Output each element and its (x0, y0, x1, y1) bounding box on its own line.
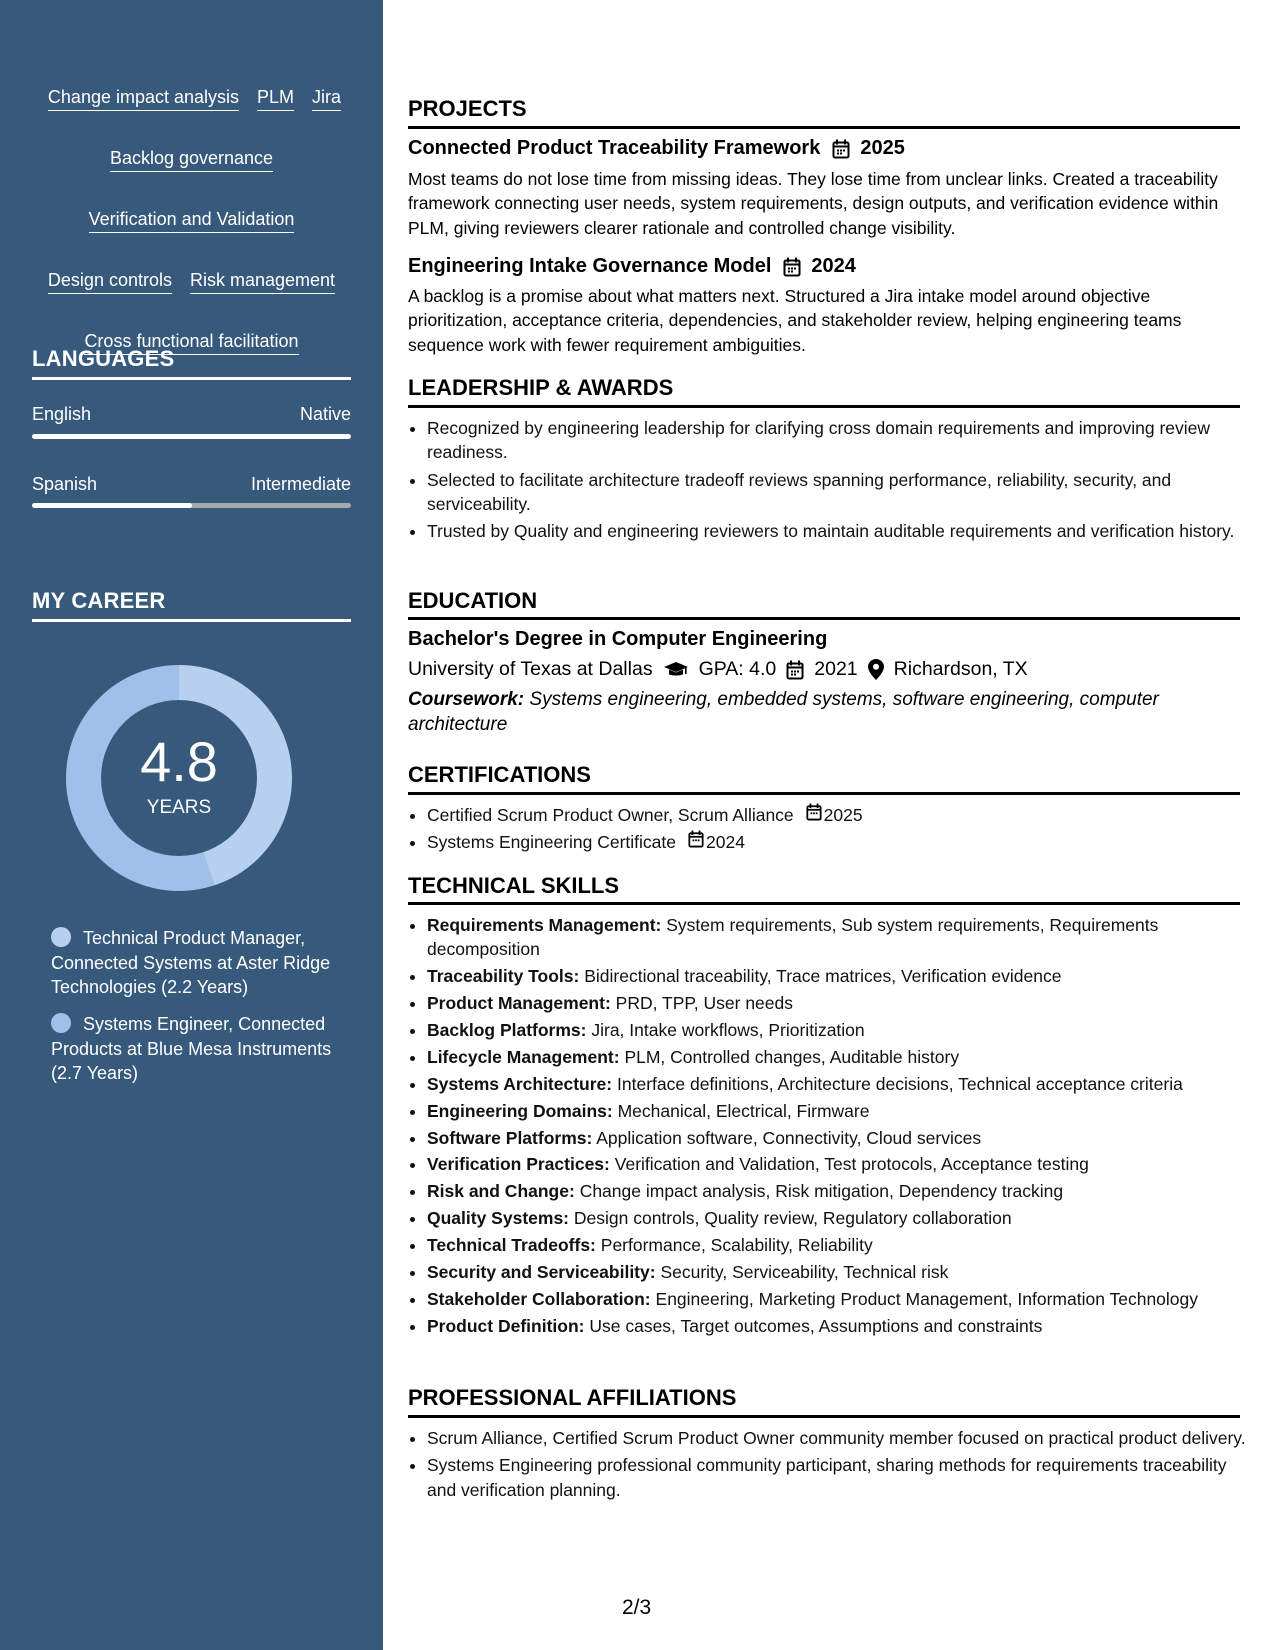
list-item: • Selected to facilitate architecture tradeoff reviews spanning performance, reliability, security, and serviceability. (427, 468, 1259, 517)
section-rule (408, 617, 1240, 620)
skill-label: Requirements Management: (427, 915, 662, 935)
skill-label: Software Platforms: (427, 1127, 593, 1148)
language-name: Spanish (32, 474, 98, 494)
coursework (408, 688, 1240, 737)
affiliations-list (408, 1426, 1259, 1505)
skill-value: PLM, Controlled changes, Auditable history (624, 1046, 960, 1067)
skills-list (408, 913, 1259, 1341)
list-item (427, 991, 1259, 1015)
calendar-icon (806, 803, 824, 827)
section-rule (408, 902, 1240, 905)
skill-value: Mechanical, Electrical, Firmware (617, 1100, 870, 1121)
career-item-text: Technical Product Manager, Connected Systems at Aster Ridge Technologies (2.2 Years) (51, 928, 331, 997)
skills-heading: TECHNICAL SKILLS (408, 873, 620, 898)
project-description: Most teams do not lose time from missing ideas. They lose time from unclear links. Created a traceability framework connecting user needs, system requirements, design outputs, and verification evidence within PLM, giving reviewers clearer rationale and controlled change visibility. (408, 169, 1219, 238)
skill-label: Engineering Domains: (427, 1100, 613, 1121)
location-pin-icon (868, 659, 884, 680)
education-year: 2021 (814, 658, 858, 680)
skill-tag: Design controls (48, 269, 172, 294)
career-item (51, 1012, 341, 1086)
calendar-icon (688, 830, 706, 854)
list-item (427, 830, 1259, 854)
skill-value: Use cases, Target outcomes, Assumptions and constraints (589, 1315, 1043, 1336)
skill-tag: Change impact analysis (48, 86, 239, 111)
skill-value: Interface definitions, Architecture decisions, Technical acceptance criteria (617, 1073, 1183, 1094)
affiliations-heading: PROFESSIONAL AFFILIATIONS (408, 1385, 737, 1410)
list-item (427, 1314, 1259, 1338)
project-name: Engineering Intake Governance Model (408, 255, 772, 277)
project-name: Connected Product Traceability Framework (408, 137, 821, 159)
list-item (427, 1206, 1259, 1230)
skill-value: Bidirectional traceability, Trace matrices, Verification evidence (584, 966, 1062, 987)
education-location: Richardson, TX (893, 658, 1028, 680)
skill-label: Systems Architecture: (427, 1073, 613, 1094)
skill-label: Technical Tradeoffs: (427, 1235, 596, 1256)
language-row (32, 474, 351, 495)
skill-tag: PLM (257, 86, 294, 111)
education-heading: EDUCATION (408, 588, 538, 613)
career-dot-icon (51, 1013, 71, 1033)
leadership-heading: LEADERSHIP & AWARDS (408, 375, 674, 400)
list-item (427, 1099, 1259, 1123)
project-description: A backlog is a promise about what matters next. Structured a Jira intake model around objective prioritization, acceptance criteria, dependencies, and stakeholder review, helping engineering teams sequence work with fewer requirement ambiguities. (408, 286, 1182, 355)
skill-tags (32, 86, 351, 355)
section-rule (408, 405, 1240, 408)
list-item (427, 913, 1259, 962)
certifications-heading: CERTIFICATIONS (408, 762, 591, 787)
section-rule (408, 792, 1240, 795)
skill-tag: Risk management (190, 269, 335, 294)
skill-value: Performance, Scalability, Reliability (600, 1235, 873, 1256)
skill-value: Jira, Intake workflows, Prioritization (591, 1019, 865, 1040)
project-year: 2025 (860, 137, 905, 159)
language-bar (32, 503, 351, 508)
certifications-list (408, 803, 1259, 858)
list-item (427, 1018, 1259, 1042)
career-item-text: Systems Engineer, Connected Products at Blue Mesa Instruments (2.7 Years) (51, 1014, 332, 1083)
languages-heading: LANGUAGES (32, 346, 175, 371)
languages-rule (32, 377, 351, 380)
skill-tag: Jira (312, 86, 341, 111)
calendar-icon (786, 660, 804, 680)
skill-label: Traceability Tools: (427, 966, 580, 987)
list-item: • Systems Engineering professional community participant, sharing methods for requirements traceability and verification planning. (427, 1453, 1259, 1502)
skill-value: Design controls, Quality review, Regulatory collaboration (573, 1208, 1012, 1229)
career-item (51, 926, 341, 1000)
certification-name: Certified Scrum Product Owner, Scrum Alliance (427, 805, 794, 825)
skill-tag: Cross functional facilitation (84, 330, 298, 355)
list-item: • Trusted by Quality and engineering reviewers to maintain auditable requirements and verification history. (427, 519, 1259, 543)
skill-label: Verification Practices: (427, 1154, 610, 1175)
skill-tag: Backlog governance (110, 147, 273, 172)
language-bar-fill (32, 434, 351, 439)
language-bar-fill (32, 503, 192, 508)
career-heading: MY CAREER (32, 588, 166, 613)
skill-label: Stakeholder Collaboration: (427, 1288, 651, 1309)
section-rule (408, 126, 1240, 129)
project-title (408, 255, 856, 278)
coursework-label: Coursework: (408, 689, 525, 710)
list-item (427, 1179, 1259, 1203)
skill-label: Product Management: (427, 993, 611, 1014)
skill-value: Engineering, Marketing Product Management, Information Technology (655, 1288, 1199, 1309)
skill-label: Product Definition: (427, 1315, 585, 1336)
section-rule (408, 1415, 1240, 1418)
skill-value: System requirements, Sub system requirements, Requirements decomposition (427, 915, 1159, 960)
list-item: • Scrum Alliance, Certified Scrum Product Owner community member focused on practical product delivery. (427, 1426, 1259, 1450)
career-total-years: 4.8 (140, 730, 218, 793)
skill-value: Application software, Connectivity, Cloud services (596, 1127, 982, 1148)
project-year: 2024 (811, 255, 856, 277)
career-years-unit: YEARS (146, 797, 212, 818)
list-item (427, 803, 1259, 827)
skill-value: Security, Serviceability, Technical risk (660, 1261, 949, 1282)
skill-label: Lifecycle Management: (427, 1046, 620, 1067)
page-number: 2/3 (622, 1596, 652, 1619)
language-name: English (32, 404, 92, 424)
projects-heading: PROJECTS (408, 96, 527, 121)
list-item: • Recognized by engineering leadership for clarifying cross domain requirements and improving review readiness. (427, 416, 1259, 465)
list-item (427, 1233, 1259, 1257)
skill-value: Change impact analysis, Risk mitigation, Dependency tracking (579, 1181, 1064, 1202)
list-item (427, 1126, 1259, 1150)
skill-value: PRD, TPP, User needs (615, 993, 794, 1014)
career-dot-icon (51, 927, 71, 947)
skill-label: Quality Systems: (427, 1208, 569, 1229)
career-rule (32, 619, 351, 622)
list-item (427, 1045, 1259, 1069)
leadership-list (408, 416, 1259, 546)
certification-name: Systems Engineering Certificate (427, 832, 676, 853)
donut-center (101, 700, 257, 856)
project-title (408, 137, 905, 160)
list-item (427, 1152, 1259, 1176)
skill-label: Security and Serviceability: (427, 1261, 656, 1282)
education-degree: Bachelor's Degree in Computer Engineering (408, 628, 828, 650)
education-school: University of Texas at Dallas (408, 658, 653, 680)
list-item (427, 1260, 1259, 1284)
list-item (427, 1287, 1259, 1311)
main-content (408, 0, 1246, 1650)
language-bar (32, 434, 351, 439)
coursework-text: Systems engineering, embedded systems, software engineering, computer architecture (408, 689, 1159, 735)
list-item (427, 964, 1259, 988)
skill-label: Risk and Change: (427, 1181, 575, 1202)
certification-year: 2024 (706, 832, 745, 853)
language-level: Intermediate (250, 474, 351, 494)
certification-year: 2025 (823, 805, 863, 825)
skill-value: Verification and Validation, Test protocols, Acceptance testing (614, 1154, 1089, 1175)
calendar-icon (832, 139, 850, 159)
list-item (427, 1072, 1259, 1096)
education-details (408, 658, 1028, 681)
language-row (32, 404, 351, 425)
skill-label: Backlog Platforms: (427, 1019, 587, 1040)
calendar-icon (783, 257, 801, 277)
sidebar (0, 0, 383, 1650)
skill-tag: Verification and Validation (89, 208, 295, 233)
education-gpa: GPA: 4.0 (698, 658, 777, 680)
graduation-cap-icon (663, 661, 689, 679)
career-donut-chart (66, 665, 292, 891)
language-level: Native (299, 404, 351, 424)
